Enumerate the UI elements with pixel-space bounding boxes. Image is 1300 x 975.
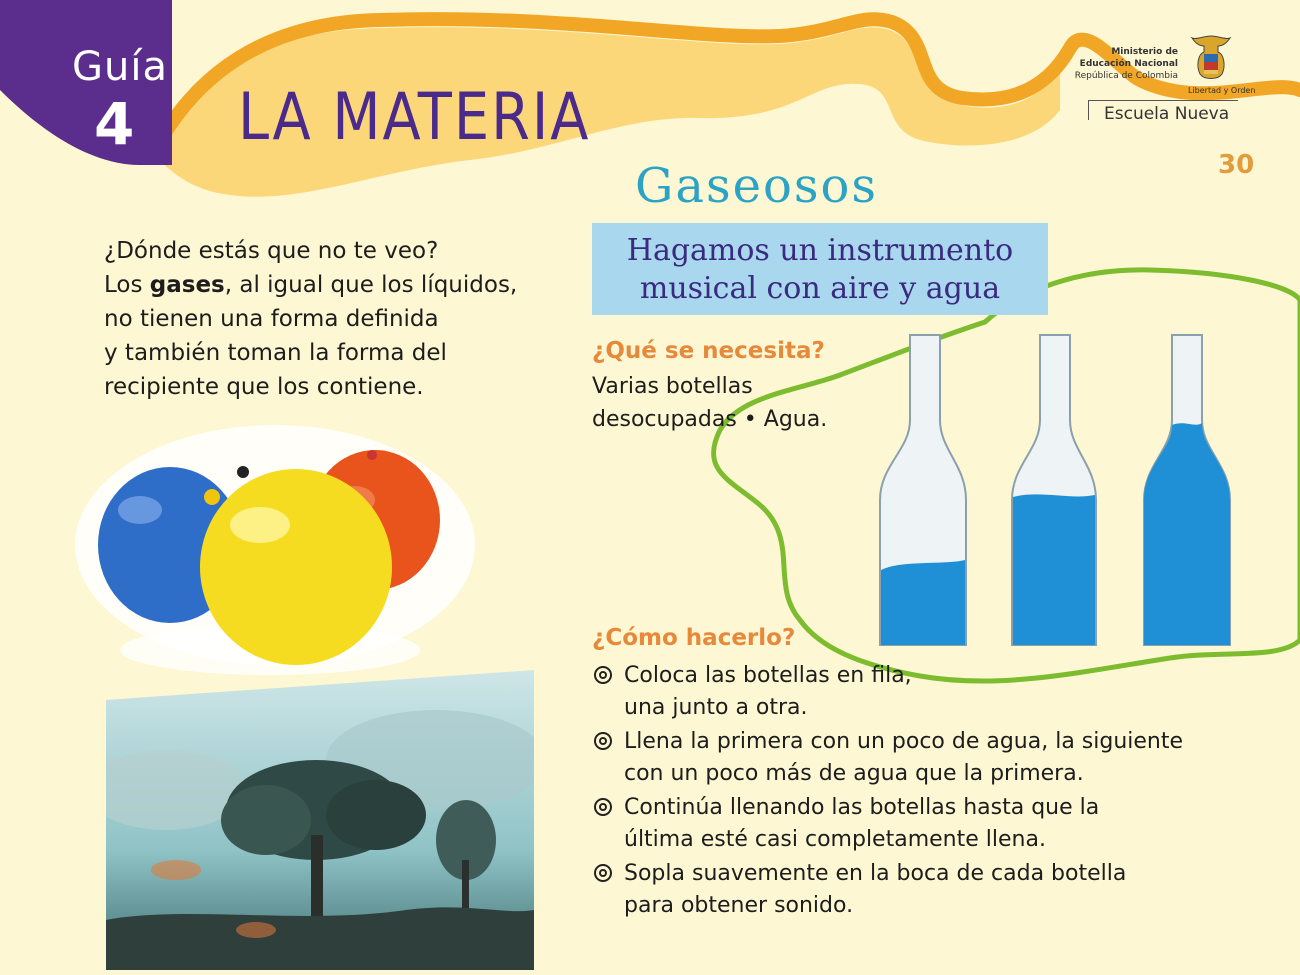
intro-line-3: no tienen una forma definida bbox=[104, 306, 439, 332]
step-text: Llena la primera con un poco de agua, la siguiente bbox=[624, 729, 1184, 754]
ministry-line-1: Ministerio de bbox=[1111, 47, 1178, 57]
intro-paragraph bbox=[104, 234, 517, 404]
forest-smoke-photo bbox=[106, 670, 534, 970]
list-item bbox=[592, 660, 1212, 724]
list-item bbox=[592, 726, 1212, 790]
intro-line-4: y también toman la forma del bbox=[104, 340, 447, 366]
guide-label: Guía bbox=[72, 44, 168, 90]
step-text: una junto a otra. bbox=[624, 695, 808, 720]
ministry-line-2: Educación Nacional bbox=[1079, 59, 1178, 69]
intro-text: Los bbox=[104, 272, 150, 298]
activity-title-box bbox=[592, 223, 1048, 315]
activity-title-line-1: Hagamos un instrumento bbox=[626, 233, 1014, 268]
target-bullet-icon bbox=[594, 864, 612, 882]
list-item bbox=[592, 858, 1212, 922]
bottle-2 bbox=[1012, 335, 1096, 645]
intro-line-1: ¿Dónde estás que no te veo? bbox=[104, 238, 439, 264]
target-bullet-icon bbox=[594, 732, 612, 750]
guide-number: 4 bbox=[94, 90, 135, 158]
intro-line-2 bbox=[104, 268, 517, 302]
page-title: LA MATERIA bbox=[238, 78, 591, 155]
bottle-1 bbox=[880, 335, 966, 645]
list-item bbox=[592, 792, 1212, 856]
step-text: última esté casi completamente llena. bbox=[624, 827, 1046, 852]
school-name: Escuela Nueva bbox=[1104, 104, 1230, 124]
materials-line-1: Varias botellas bbox=[592, 374, 753, 399]
page-number: 30 bbox=[1218, 150, 1255, 180]
motto-text: Libertad y Orden bbox=[1188, 86, 1256, 95]
intro-text: , al igual que los líquidos, bbox=[224, 272, 518, 298]
bottles-illustration bbox=[880, 335, 1230, 645]
materials-line-2: desocupadas • Agua. bbox=[592, 407, 828, 432]
step-text: con un poco más de agua que la primera. bbox=[624, 761, 1084, 786]
colombia-crest-icon bbox=[1186, 32, 1236, 84]
instructions-heading: ¿Cómo hacerlo? bbox=[592, 625, 796, 651]
step-text: Continúa llenando las botellas hasta que la bbox=[624, 795, 1100, 820]
target-bullet-icon bbox=[594, 666, 612, 684]
materials-text bbox=[592, 370, 827, 436]
step-text: para obtener sonido. bbox=[624, 893, 854, 918]
ministry-name bbox=[1062, 46, 1178, 82]
activity-title-line-2: musical con aire y agua bbox=[639, 271, 1001, 306]
instructions-list bbox=[592, 660, 1212, 924]
intro-bold-word: gases bbox=[149, 272, 225, 298]
bottle-3 bbox=[1144, 335, 1230, 645]
step-text: Coloca las botellas en fila, bbox=[624, 663, 912, 688]
target-bullet-icon bbox=[594, 798, 612, 816]
ministry-line-3: República de Colombia bbox=[1074, 71, 1178, 81]
step-text: Sopla suavemente en la boca de cada botella bbox=[624, 861, 1127, 886]
intro-line-5: recipiente que los contiene. bbox=[104, 374, 424, 400]
section-title: Gaseosos bbox=[635, 158, 879, 214]
materials-heading: ¿Qué se necesita? bbox=[592, 338, 825, 364]
